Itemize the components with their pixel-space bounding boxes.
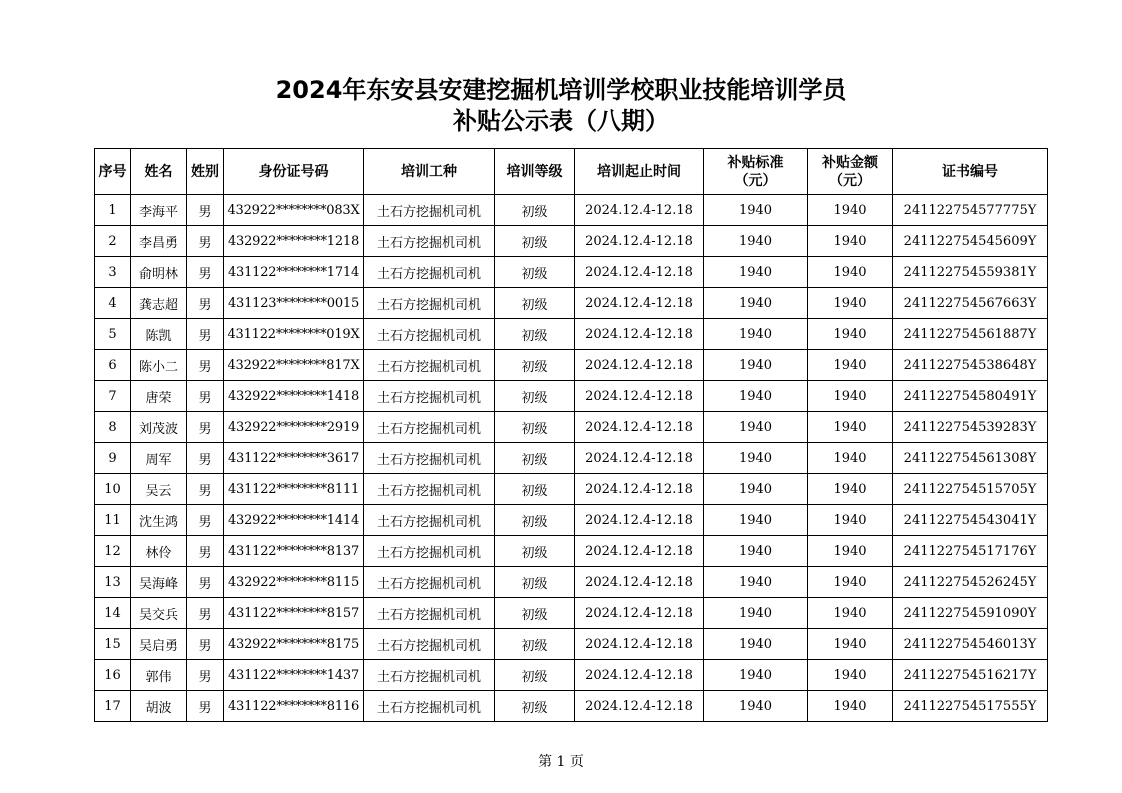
cell-cert: 241122754591090Y xyxy=(893,598,1048,629)
col-header-amount-label: 补贴金额 xyxy=(822,154,878,171)
cell-period: 2024.12.4-12.18 xyxy=(575,195,704,226)
cell-cert: 241122754516217Y xyxy=(893,660,1048,691)
cell-id: 431122********8137 xyxy=(224,536,364,567)
cell-name: 唐荣 xyxy=(131,381,187,412)
col-header-standard-unit: （元） xyxy=(734,172,777,189)
cell-amount: 1940 xyxy=(808,319,893,350)
cell-period: 2024.12.4-12.18 xyxy=(575,350,704,381)
cell-gender: 男 xyxy=(187,412,224,443)
cell-standard: 1940 xyxy=(704,567,808,598)
cell-amount: 1940 xyxy=(808,195,893,226)
cell-gender: 男 xyxy=(187,691,224,722)
cell-no: 3 xyxy=(95,257,131,288)
cell-no: 6 xyxy=(95,350,131,381)
cell-period: 2024.12.4-12.18 xyxy=(575,443,704,474)
cell-cert: 241122754561308Y xyxy=(893,443,1048,474)
cell-period: 2024.12.4-12.18 xyxy=(575,660,704,691)
cell-id: 432922********1218 xyxy=(224,226,364,257)
table-row xyxy=(95,660,1048,691)
cell-id: 432922********1418 xyxy=(224,381,364,412)
cell-standard: 1940 xyxy=(704,629,808,660)
cell-trade: 土石方挖掘机司机 xyxy=(364,629,495,660)
cell-id: 432922********817X xyxy=(224,350,364,381)
col-header-level: 培训等级 xyxy=(495,149,575,195)
table-row xyxy=(95,443,1048,474)
cell-level: 初级 xyxy=(495,288,575,319)
cell-no: 4 xyxy=(95,288,131,319)
footer-suffix: 页 xyxy=(569,754,584,770)
table-row xyxy=(95,288,1048,319)
cell-standard: 1940 xyxy=(704,319,808,350)
cell-no: 14 xyxy=(95,598,131,629)
cell-no: 5 xyxy=(95,319,131,350)
cell-standard: 1940 xyxy=(704,350,808,381)
cell-id: 431122********019X xyxy=(224,319,364,350)
cell-name: 林伶 xyxy=(131,536,187,567)
col-header-name: 姓名 xyxy=(131,149,187,195)
table-row xyxy=(95,598,1048,629)
cell-standard: 1940 xyxy=(704,195,808,226)
cell-gender: 男 xyxy=(187,567,224,598)
cell-gender: 男 xyxy=(187,288,224,319)
cell-period: 2024.12.4-12.18 xyxy=(575,536,704,567)
table-row xyxy=(95,691,1048,722)
cell-period: 2024.12.4-12.18 xyxy=(575,319,704,350)
cell-level: 初级 xyxy=(495,474,575,505)
cell-name: 沈生鸿 xyxy=(131,505,187,536)
cell-id: 432922********083X xyxy=(224,195,364,226)
cell-no: 2 xyxy=(95,226,131,257)
cell-id: 432922********1414 xyxy=(224,505,364,536)
cell-period: 2024.12.4-12.18 xyxy=(575,226,704,257)
cell-trade: 土石方挖掘机司机 xyxy=(364,195,495,226)
cell-trade: 土石方挖掘机司机 xyxy=(364,350,495,381)
cell-name: 周军 xyxy=(131,443,187,474)
cell-gender: 男 xyxy=(187,350,224,381)
cell-id: 431122********8116 xyxy=(224,691,364,722)
cell-cert: 241122754543041Y xyxy=(893,505,1048,536)
cell-name: 李昌勇 xyxy=(131,226,187,257)
table-row xyxy=(95,350,1048,381)
cell-trade: 土石方挖掘机司机 xyxy=(364,319,495,350)
table-row xyxy=(95,567,1048,598)
col-header-period: 培训起止时间 xyxy=(575,149,704,195)
cell-cert: 241122754515705Y xyxy=(893,474,1048,505)
cell-gender: 男 xyxy=(187,257,224,288)
cell-amount: 1940 xyxy=(808,288,893,319)
cell-period: 2024.12.4-12.18 xyxy=(575,598,704,629)
cell-standard: 1940 xyxy=(704,505,808,536)
table-row xyxy=(95,474,1048,505)
cell-id: 431122********3617 xyxy=(224,443,364,474)
table-row xyxy=(95,629,1048,660)
col-header-gender: 姓别 xyxy=(187,149,224,195)
cell-no: 8 xyxy=(95,412,131,443)
cell-name: 陈小二 xyxy=(131,350,187,381)
cell-cert: 241122754526245Y xyxy=(893,567,1048,598)
cell-cert: 241122754538648Y xyxy=(893,350,1048,381)
cell-standard: 1940 xyxy=(704,257,808,288)
cell-name: 李海平 xyxy=(131,195,187,226)
cell-gender: 男 xyxy=(187,474,224,505)
cell-id: 431122********1714 xyxy=(224,257,364,288)
cell-trade: 土石方挖掘机司机 xyxy=(364,505,495,536)
cell-no: 13 xyxy=(95,567,131,598)
table-row xyxy=(95,226,1048,257)
cell-level: 初级 xyxy=(495,536,575,567)
cell-period: 2024.12.4-12.18 xyxy=(575,567,704,598)
cell-amount: 1940 xyxy=(808,505,893,536)
cell-trade: 土石方挖掘机司机 xyxy=(364,691,495,722)
cell-gender: 男 xyxy=(187,536,224,567)
page-subtitle: 补贴公示表（八期） xyxy=(453,107,669,135)
cell-standard: 1940 xyxy=(704,598,808,629)
cell-period: 2024.12.4-12.18 xyxy=(575,474,704,505)
cell-standard: 1940 xyxy=(704,474,808,505)
cell-cert: 241122754567663Y xyxy=(893,288,1048,319)
footer-prefix: 第 xyxy=(538,754,553,770)
cell-trade: 土石方挖掘机司机 xyxy=(364,443,495,474)
cell-standard: 1940 xyxy=(704,691,808,722)
cell-amount: 1940 xyxy=(808,443,893,474)
col-header-cert: 证书编号 xyxy=(893,149,1048,195)
page-number: 1 xyxy=(556,754,566,770)
cell-level: 初级 xyxy=(495,195,575,226)
cell-amount: 1940 xyxy=(808,660,893,691)
cell-level: 初级 xyxy=(495,567,575,598)
col-header-trade: 培训工种 xyxy=(364,149,495,195)
col-header-no: 序号 xyxy=(95,149,131,195)
cell-trade: 土石方挖掘机司机 xyxy=(364,381,495,412)
col-header-amount xyxy=(808,149,893,195)
cell-cert: 241122754559381Y xyxy=(893,257,1048,288)
cell-trade: 土石方挖掘机司机 xyxy=(364,412,495,443)
col-header-standard xyxy=(704,149,808,195)
cell-name: 吴交兵 xyxy=(131,598,187,629)
cell-cert: 241122754580491Y xyxy=(893,381,1048,412)
cell-trade: 土石方挖掘机司机 xyxy=(364,288,495,319)
cell-amount: 1940 xyxy=(808,536,893,567)
cell-period: 2024.12.4-12.18 xyxy=(575,412,704,443)
cell-name: 龚志超 xyxy=(131,288,187,319)
cell-level: 初级 xyxy=(495,505,575,536)
cell-gender: 男 xyxy=(187,381,224,412)
cell-no: 9 xyxy=(95,443,131,474)
cell-cert: 241122754539283Y xyxy=(893,412,1048,443)
cell-level: 初级 xyxy=(495,598,575,629)
cell-name: 胡波 xyxy=(131,691,187,722)
table-row xyxy=(95,412,1048,443)
cell-cert: 241122754546013Y xyxy=(893,629,1048,660)
cell-amount: 1940 xyxy=(808,381,893,412)
cell-amount: 1940 xyxy=(808,350,893,381)
cell-level: 初级 xyxy=(495,629,575,660)
cell-cert: 241122754545609Y xyxy=(893,226,1048,257)
table-row xyxy=(95,381,1048,412)
cell-standard: 1940 xyxy=(704,443,808,474)
cell-level: 初级 xyxy=(495,319,575,350)
table-row xyxy=(95,319,1048,350)
cell-standard: 1940 xyxy=(704,536,808,567)
cell-amount: 1940 xyxy=(808,567,893,598)
cell-id: 432922********8115 xyxy=(224,567,364,598)
cell-id: 431123********0015 xyxy=(224,288,364,319)
cell-no: 7 xyxy=(95,381,131,412)
cell-gender: 男 xyxy=(187,629,224,660)
cell-standard: 1940 xyxy=(704,288,808,319)
subsidy-table xyxy=(94,148,1048,722)
cell-level: 初级 xyxy=(495,691,575,722)
cell-level: 初级 xyxy=(495,660,575,691)
cell-amount: 1940 xyxy=(808,629,893,660)
cell-no: 12 xyxy=(95,536,131,567)
cell-trade: 土石方挖掘机司机 xyxy=(364,598,495,629)
cell-period: 2024.12.4-12.18 xyxy=(575,505,704,536)
cell-period: 2024.12.4-12.18 xyxy=(575,288,704,319)
cell-amount: 1940 xyxy=(808,412,893,443)
cell-name: 吴海峰 xyxy=(131,567,187,598)
cell-gender: 男 xyxy=(187,226,224,257)
col-header-id: 身份证号码 xyxy=(224,149,364,195)
cell-no: 10 xyxy=(95,474,131,505)
cell-gender: 男 xyxy=(187,195,224,226)
cell-trade: 土石方挖掘机司机 xyxy=(364,660,495,691)
cell-id: 431122********8111 xyxy=(224,474,364,505)
cell-level: 初级 xyxy=(495,412,575,443)
table-row xyxy=(95,505,1048,536)
cell-name: 俞明林 xyxy=(131,257,187,288)
cell-period: 2024.12.4-12.18 xyxy=(575,691,704,722)
cell-id: 432922********2919 xyxy=(224,412,364,443)
cell-trade: 土石方挖掘机司机 xyxy=(364,226,495,257)
cell-name: 陈凯 xyxy=(131,319,187,350)
cell-amount: 1940 xyxy=(808,474,893,505)
cell-standard: 1940 xyxy=(704,412,808,443)
cell-gender: 男 xyxy=(187,319,224,350)
cell-period: 2024.12.4-12.18 xyxy=(575,257,704,288)
cell-trade: 土石方挖掘机司机 xyxy=(364,257,495,288)
cell-level: 初级 xyxy=(495,350,575,381)
table-row xyxy=(95,257,1048,288)
cell-no: 11 xyxy=(95,505,131,536)
cell-no: 1 xyxy=(95,195,131,226)
cell-period: 2024.12.4-12.18 xyxy=(575,381,704,412)
header-row xyxy=(95,149,1048,195)
cell-level: 初级 xyxy=(495,226,575,257)
page-footer xyxy=(0,751,1122,771)
cell-no: 17 xyxy=(95,691,131,722)
cell-gender: 男 xyxy=(187,660,224,691)
cell-no: 16 xyxy=(95,660,131,691)
cell-trade: 土石方挖掘机司机 xyxy=(364,567,495,598)
page-title: 2024年东安县安建挖掘机培训学校职业技能培训学员 xyxy=(275,76,847,104)
cell-amount: 1940 xyxy=(808,257,893,288)
cell-amount: 1940 xyxy=(808,226,893,257)
cell-gender: 男 xyxy=(187,443,224,474)
cell-id: 431122********1437 xyxy=(224,660,364,691)
cell-amount: 1940 xyxy=(808,598,893,629)
cell-name: 郭伟 xyxy=(131,660,187,691)
cell-gender: 男 xyxy=(187,505,224,536)
cell-name: 吴云 xyxy=(131,474,187,505)
cell-gender: 男 xyxy=(187,598,224,629)
col-header-standard-label: 补贴标准 xyxy=(727,154,784,171)
cell-cert: 241122754561887Y xyxy=(893,319,1048,350)
cell-period: 2024.12.4-12.18 xyxy=(575,629,704,660)
cell-no: 15 xyxy=(95,629,131,660)
cell-cert: 241122754517555Y xyxy=(893,691,1048,722)
cell-level: 初级 xyxy=(495,381,575,412)
table-row xyxy=(95,536,1048,567)
cell-trade: 土石方挖掘机司机 xyxy=(364,474,495,505)
cell-standard: 1940 xyxy=(704,660,808,691)
cell-trade: 土石方挖掘机司机 xyxy=(364,536,495,567)
cell-id: 431122********8157 xyxy=(224,598,364,629)
cell-standard: 1940 xyxy=(704,226,808,257)
cell-cert: 241122754577775Y xyxy=(893,195,1048,226)
cell-cert: 241122754517176Y xyxy=(893,536,1048,567)
cell-level: 初级 xyxy=(495,443,575,474)
cell-amount: 1940 xyxy=(808,691,893,722)
cell-name: 吴启勇 xyxy=(131,629,187,660)
cell-name: 刘茂波 xyxy=(131,412,187,443)
col-header-amount-unit: （元） xyxy=(829,172,871,189)
cell-level: 初级 xyxy=(495,257,575,288)
cell-standard: 1940 xyxy=(704,381,808,412)
cell-id: 432922********8175 xyxy=(224,629,364,660)
table-row xyxy=(95,195,1048,226)
